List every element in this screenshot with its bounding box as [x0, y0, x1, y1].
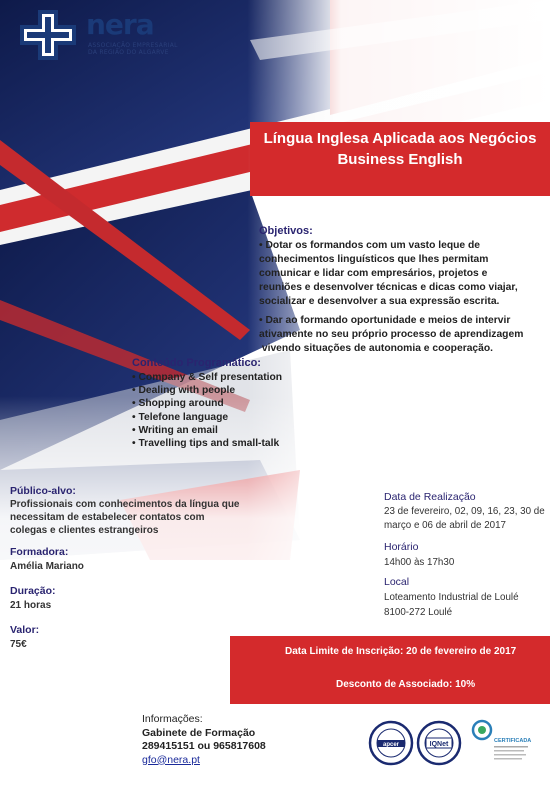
objectives-line: conhecimentos linguísticos que lhes permitam — [259, 254, 489, 265]
audience-line: Profissionais com conhecimentos da língua que — [10, 499, 240, 510]
schedule-value: 14h00 às 17h30 — [384, 557, 455, 568]
objectives-line: • Dotar os formandos com um vasto leque de — [259, 240, 481, 251]
contacts-label: Informações: — [142, 713, 203, 725]
duration-label: Duração: — [10, 585, 56, 597]
contacts-office: Gabinete de Formação — [142, 726, 256, 739]
schedule-label: Horário — [384, 541, 419, 553]
dates-line1: 23 de fevereiro, 02, 09, 16, 23, 30 de — [384, 506, 545, 517]
objectives-line: vivendo situações de autonomia e cooperação. — [259, 343, 494, 354]
objectives-heading: Objetivos: — [259, 225, 313, 237]
price-value: 75€ — [10, 639, 27, 650]
program-item: • Shopping around — [132, 398, 224, 410]
dates-line2: março e 06 de abril de 2017 — [384, 520, 506, 531]
course-title: Língua Inglesa Aplicada aos Negócios — [263, 130, 537, 147]
contacts-phone: 289415151 ou 965817608 — [142, 740, 266, 752]
location-label: Local — [384, 576, 410, 588]
logo-wordmark: nera — [86, 8, 154, 41]
program-list — [132, 371, 282, 450]
program-heading: Conteúdo Programático: — [132, 357, 261, 369]
nera-logo-icon — [20, 10, 76, 60]
objectives-line: comunicar e lidar com empresários, projetos e — [259, 268, 488, 279]
location-line2: 8100-272 Loulé — [384, 607, 453, 618]
apcer-badge-icon — [368, 720, 414, 766]
trainer-value: Amélia Mariano — [10, 561, 84, 572]
trainer-label: Formadora: — [10, 546, 69, 558]
logo-subtitle-line2: DA REGIÃO DO ALGARVE — [88, 49, 169, 56]
member-discount: Desconto de Associado: 10% — [336, 679, 476, 690]
registration-deadline: Data Limite de Inscrição: 20 de fevereiro de 2017 — [285, 646, 517, 657]
program-item: • Company & Self presentation — [132, 372, 283, 383]
iqnet-badge-text: IQNet — [429, 741, 449, 748]
audience-line: necessitam de estabelecer contatos com — [10, 512, 205, 523]
apcer-badge-text: apcer — [382, 742, 400, 748]
objectives-line: reuniões e desenvolver técnicas e dicas como viajar, — [259, 282, 518, 293]
program-item: • Writing an email — [132, 424, 218, 436]
certified-entity-logo-icon — [468, 718, 534, 768]
objectives-line: ativamente no seu próprio processo de aprendizagem — [259, 329, 524, 340]
program-item: • Telefone language — [132, 411, 229, 423]
location-line1: Loteamento Industrial de Loulé — [384, 592, 519, 603]
audience-label: Público-alvo: — [10, 485, 76, 497]
program-item: • Dealing with people — [132, 385, 236, 397]
contacts-email-link[interactable]: gfo@nera.pt — [142, 753, 200, 766]
logo-subtitle — [88, 42, 178, 56]
program-item: • Travelling tips and small-talk — [132, 438, 280, 450]
logo-subtitle-line1: ASSOCIAÇÃO EMPRESARIAL — [88, 42, 178, 49]
contacts-block — [142, 713, 266, 767]
iqnet-badge-icon — [416, 720, 462, 766]
price-label: Valor: — [10, 624, 40, 636]
dates-label: Data de Realização — [384, 491, 476, 503]
objectives-line: socializar e desenvolver a sua expressão escrita. — [259, 296, 500, 307]
objectives-line: • Dar ao formando oportunidade e meios de intervir — [259, 315, 511, 326]
duration-value: 21 horas — [10, 600, 52, 611]
audience-line: colegas e clientes estrangeiros — [10, 525, 159, 536]
course-subtitle: Business English — [337, 151, 463, 168]
certified-label: CERTIFICADA — [494, 738, 532, 744]
